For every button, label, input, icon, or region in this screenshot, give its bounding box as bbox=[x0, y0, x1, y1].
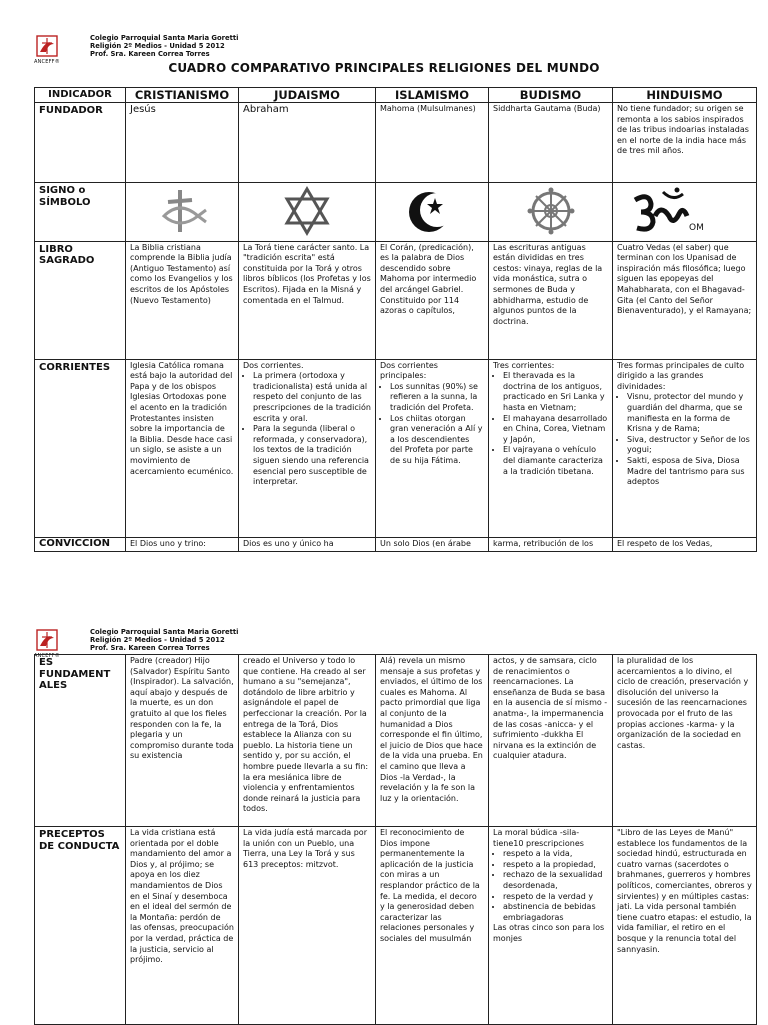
list-item: • Siva, destructor y Señor de los yogui; bbox=[627, 435, 752, 456]
conviccion-judaismo: Dios es uno y único ha bbox=[239, 537, 376, 552]
list-item: • Para la segunda (liberal o reformada, y conservadora), los textos de la tradición siguen siendo una referencia esencial pero susceptible de interpretar. bbox=[253, 424, 371, 488]
libro-cristianismo: La Biblia cristiana comprende la Biblia judía (Antiguo Testamento) así como los Evangelios y los escritos de los Apóstoles (Nuevo Testamento) bbox=[126, 241, 239, 359]
row-label-corrientes: CORRIENTES bbox=[35, 359, 126, 537]
fundador-budismo: Siddharta Gautama (Buda) bbox=[489, 103, 613, 183]
col-header-budismo: BUDISMO bbox=[489, 88, 613, 103]
signo-hinduismo bbox=[613, 183, 757, 242]
row-label-preceptos: PRECEPTOS DE CONDUCTA bbox=[35, 827, 126, 1025]
logo-caption: ANCEFF® bbox=[34, 653, 60, 659]
row-libro bbox=[35, 241, 757, 359]
corriente-list bbox=[493, 371, 608, 477]
fundador-judaismo: Abraham bbox=[239, 103, 376, 183]
list-item: • El theravada es la doctrina de los antiguos, practicado en Sri Lanka y hasta en Vietnam; bbox=[503, 371, 608, 413]
fundador-cristianismo: Jesús bbox=[126, 103, 239, 183]
star-of-david-icon bbox=[282, 186, 332, 236]
dharma-wheel-icon bbox=[526, 186, 576, 236]
list-item: • rechazo de la sexualidad desordenada, bbox=[503, 870, 608, 891]
page-2 bbox=[0, 560, 768, 1024]
preceptos-intro: La moral búdica -sila- tiene10 prescripciones bbox=[493, 828, 584, 848]
row-signo bbox=[35, 183, 757, 242]
corriente-intro: Tres corrientes: bbox=[493, 360, 555, 370]
col-header-islamismo: ISLAMISMO bbox=[376, 88, 489, 103]
row-label-signo: SIGNO o SÍMBOLO bbox=[35, 183, 126, 242]
crescent-star-icon bbox=[407, 186, 457, 236]
corrientes-islamismo bbox=[376, 359, 489, 537]
corriente-item: Iglesia Católica romana está bajo la autoridad del Papa y de los obispos bbox=[130, 360, 233, 391]
libro-islamismo: El Corán, (predicación), es la palabra de Dios descendido sobre Mahoma por intermedio del arcángel Gabriel. Constituido por 114 azoras o capítulos, bbox=[376, 241, 489, 359]
corrientes-judaismo bbox=[239, 359, 376, 537]
list-item: • Los chiitas otorgan gran veneración a Alí y a los descendientes del Profeta por parte de su hija Fátima. bbox=[390, 414, 484, 467]
comparison-table-part-2 bbox=[34, 654, 757, 1025]
list-item: • respeto a la propiedad, bbox=[503, 860, 608, 871]
list-item: • respeto a la vida, bbox=[503, 849, 608, 860]
cross-fish-icon bbox=[152, 186, 212, 236]
signo-judaismo bbox=[239, 183, 376, 242]
corrientes-hinduismo bbox=[613, 359, 757, 537]
corrientes-cristianismo bbox=[126, 359, 239, 537]
row-preceptos bbox=[35, 827, 757, 1025]
row-fundamentales bbox=[35, 655, 757, 827]
col-header-hinduismo: HINDUISMO bbox=[613, 88, 757, 103]
libro-judaismo: La Torá tiene carácter santo. La "tradición escrita" está constituida por la Torá y otros libros bíblicos (los Profetas y los Escritos). Fijada en la Misná y comentada en el Talmud. bbox=[239, 241, 376, 359]
corriente-list bbox=[617, 392, 752, 487]
signo-islamismo bbox=[376, 183, 489, 242]
course-line: Religión 2º Medios - Unidad 5 2012 bbox=[90, 636, 225, 645]
signo-budismo bbox=[489, 183, 613, 242]
preceptos-judaismo: La vida judía está marcada por la unión con un Pueblo, una Tierra, una Ley la Torá y sus 613 preceptos: mitzvot. bbox=[239, 827, 376, 1025]
preceptos-cristianismo: La vida cristiana está orientada por el doble mandamiento del amor a Dios y, al prójimo; se apoya en los diez mandamientos de Dios en el Sinaí y desemboca en el ideal del sermón de la Montaña: perdón de las ofensas, preocupación por la verdad, práctica de la justicia, servicio al prójimo. bbox=[126, 827, 239, 1025]
corriente-list bbox=[243, 371, 371, 488]
course-line: Religión 2º Medios - Unidad 5 2012 bbox=[90, 42, 225, 51]
preceptos-hinduismo: "Libro de las Leyes de Manú" establece los fundamentos de la sociedad hindú, estructurada en cuatro varnas (sacerdotes o brahmanes, guerreros y hombres políticos, comerciantes, obreros y sirvientes) y en múltiples castas: jati. La vida personal también tiene cuatro etapas: el estudio, la vida familiar, el retiro en el bosque y la renuncia total del sannyasin. bbox=[613, 827, 757, 1025]
list-item: • respeto de la verdad y bbox=[503, 892, 608, 903]
conviccion-hinduismo: El respeto de los Vedas, bbox=[613, 537, 757, 552]
corriente-intro: Tres formas principales de culto dirigido a las grandes divinidades: bbox=[617, 360, 745, 391]
row-label-conviccion: CONVICCION bbox=[35, 537, 126, 552]
document-title: CUADRO COMPARATIVO PRINCIPALES RELIGIONES DEL MUNDO bbox=[168, 61, 600, 75]
row-label-libro: LIBRO SAGRADO bbox=[35, 241, 126, 359]
row-conviccion bbox=[35, 537, 757, 552]
preceptos-islamismo: El reconocimiento de Dios impone permanentemente la aplicación de la justicia con miras a un resplandor práctico de la fe. La medida, el decoro y la generosidad deben caracterizar las relaciones personales y sociales del musulmán bbox=[376, 827, 489, 1025]
list-item: • abstinencia de bebidas embriagadoras bbox=[503, 902, 608, 923]
list-item: • La primera (ortodoxa y tradicionalista) está unida al respeto del conjunto de las prescripciones de la tradición escrita y oral. bbox=[253, 371, 371, 424]
fundamentales-hinduismo: la pluralidad de los acercamientos a lo divino, el ciclo de creación, preservación y disolución del universo la sucesión de las reencarnaciones provocada por el fruto de las propias acciones -karma- y la organización de la sociedad en castas. bbox=[613, 655, 757, 827]
fundamentales-budismo: actos, y de samsara, ciclo de renacimientos o reencarnaciones. La enseñanza de Buda se basa en la ausencia de sí mismo -anatma-, la impermanencia de las cosas -anicca- y el sufrimiento -dukkha El nirvana es la extinción de cualquier atadura. bbox=[489, 655, 613, 827]
row-label-fundador: FUNDADOR bbox=[35, 103, 126, 183]
fundamentales-islamismo: Alá) revela un mismo mensaje a sus profetas y enviados, el último de los cuales es Mahoma. Al pacto primordial que liga al conjunto de la humanidad a Dios corresponde el fin último, el juicio de Dios que hace de la vida una prueba. En el camino que lleva a Dios -la Verdad-, la revelación y la fe son la luz y la orientación. bbox=[376, 655, 489, 827]
preceptos-budismo bbox=[489, 827, 613, 1025]
list-item: • El mahayana desarrollado en China, Corea, Vietnam y Japón, bbox=[503, 414, 608, 446]
comparison-table-part-1 bbox=[34, 87, 757, 552]
om-icon bbox=[627, 186, 697, 236]
list-item: • Los sunnitas (90%) se refieren a la sunna, la tradición del Profeta. bbox=[390, 382, 484, 414]
school-name: Colegio Parroquial Santa Maria Goretti bbox=[90, 34, 239, 42]
row-corrientes bbox=[35, 359, 757, 537]
teacher-line: Prof. Sra. Kareen Correa Torres bbox=[90, 644, 210, 653]
list-item: • Visnu, protector del mundo y guardián del dharma, que se manifiesta en la forma de Krisna y de Rama; bbox=[627, 392, 752, 434]
fundamentales-judaismo: creado el Universo y todo lo que contiene. Ha creado al ser humano a su "semejanza", dotándolo de libre arbitrio y asignándole el papel de perfeccionar la creación. Por la entrega de la Torá, Dios establece la Alianza con su pueblo. La historia tiene un sentido y, por su acción, el hombre puede llevarla a su fin: la era mesiánica libre de violencia y enfrentamientos donde reinará la justicia para todos. bbox=[239, 655, 376, 827]
col-header-cristianismo: CRISTIANISMO bbox=[126, 88, 239, 103]
corriente-item: Protestantes insisten sobre la importancia de la Biblia. Desde hace casi un siglo, se asiste a un movimiento de acercamiento ecuménico. bbox=[130, 413, 234, 476]
libro-hinduismo: Cuatro Vedas (el saber) que terminan con los Upanisad de inspiración más filosófica; luego siguen las epopeyas del Mahabharata, con el Bhagavad-Gita (el Canto del Señor Bienaventurado), y el Ramayana; bbox=[613, 241, 757, 359]
col-header-indicador: INDICADOR bbox=[35, 88, 126, 103]
row-fundador bbox=[35, 103, 757, 183]
fundamentales-cristianismo: Padre (creador) Hijo (Salvador) Espíritu Santo (Inspirador). La salvación, aquí abajo y después de la muerte, es un don gratuito al que los fieles responden con la fe, la plegaria y un compromiso durante toda su existencia bbox=[126, 655, 239, 827]
fundador-hinduismo: No tiene fundador; su origen se remonta a los sabios inspirados de las tribus indoarias instaladas en el norte de la india hace más de tres mil años. bbox=[613, 103, 757, 183]
school-name: Colegio Parroquial Santa Maria Goretti bbox=[90, 628, 239, 636]
teacher-line: Prof. Sra. Kareen Correa Torres bbox=[90, 50, 210, 59]
conviccion-budismo: karma, retribución de los bbox=[489, 537, 613, 552]
logo-caption: ANCEFF® bbox=[34, 59, 60, 65]
corriente-intro: Dos corrientes principales: bbox=[380, 360, 438, 381]
list-item: • El vajrayana o vehículo del diamante caracteriza a la tradición tibetana. bbox=[503, 445, 608, 477]
om-label: OM bbox=[689, 223, 704, 233]
corriente-intro: Dos corrientes. bbox=[243, 360, 304, 370]
conviccion-cristianismo: El Dios uno y trino: bbox=[126, 537, 239, 552]
conviccion-islamismo: Un solo Dios (en árabe bbox=[376, 537, 489, 552]
preceptos-outro: Las otras cinco son para los monjes bbox=[493, 923, 605, 943]
corriente-list bbox=[380, 382, 484, 467]
preceptos-list bbox=[493, 849, 608, 923]
corrientes-budismo bbox=[489, 359, 613, 537]
col-header-judaismo: JUDAISMO bbox=[239, 88, 376, 103]
signo-cristianismo bbox=[126, 183, 239, 242]
row-label-fundamentales: ES FUNDAMENT ALES bbox=[35, 655, 126, 827]
list-item: • Sakti, esposa de Siva, Diosa Madre del tantrismo para sus adeptos bbox=[627, 456, 752, 488]
corriente-item: Iglesias Ortodoxas pone el acento en la tradición bbox=[130, 392, 227, 412]
fundador-islamismo: Mahoma (Mulsulmanes) bbox=[376, 103, 489, 183]
column-header-row bbox=[35, 88, 757, 103]
libro-budismo: Las escrituras antiguas están divididas en tres cestos: vinaya, reglas de la vida monástica, sutra o sermones de Buda y abhidharma, estudio de algunos puntos de la doctrina. bbox=[489, 241, 613, 359]
